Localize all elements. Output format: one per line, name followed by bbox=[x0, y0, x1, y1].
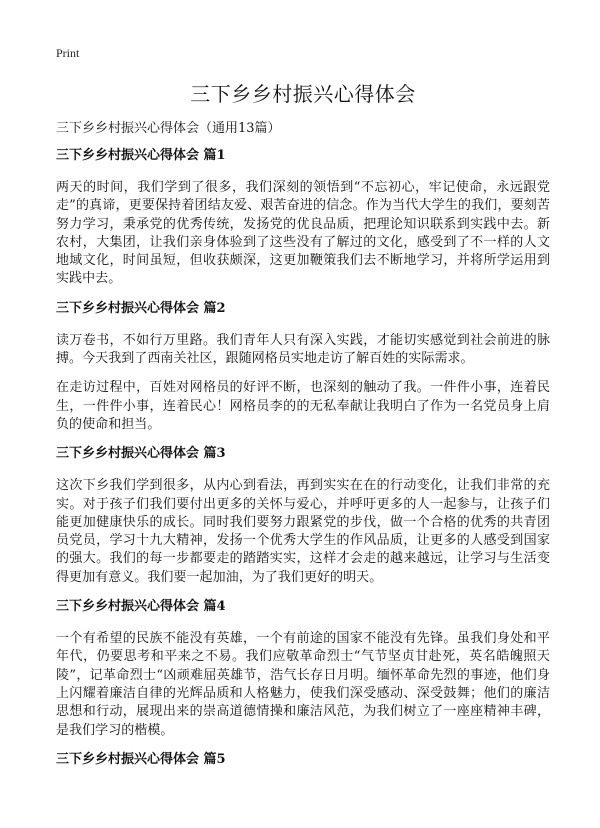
section-4 bbox=[56, 598, 550, 740]
section-paragraph: 读万卷书，不如行万里路。我们青年人只有深入实践，才能切实感觉到社会前进的脉搏。今天我到了西南关社区，跟随网格员实地走访了解百姓的实际需求。 bbox=[56, 332, 550, 367]
section-5 bbox=[56, 751, 550, 769]
section-paragraph: 一个有希望的民族不能没有英雄，一个有前途的国家不能没有先锋。虽我们身处和平年代，仍要思考和平来之不易。我们应敬革命烈士“气节坚贞甘赴死，英名皓魄照天陵”，记革命烈士“凶顽难屈英雄节，浩气长存日月明。缅怀革命先烈的事迹，他们身上闪耀着廉洁自律的光辉品质和人格魅力，使我们深受感动、深受鼓舞；他们的廉洁思想和行动，展现出来的崇高道德情操和廉洁风范，为我们树立了一座座精神丰碑，是我们学习的楷模。 bbox=[56, 631, 550, 738]
section-paragraph: 两天的时间，我们学到了很多，我们深刻的领悟到“不忘初心，牢记使命，永远跟党走”的真谛，更要保持着团结友爱、艰苦奋进的信念。作为当代大学生的我们，要刻苦努力学习，秉承党的优秀传统，发扬党的优良品质，把理论知识联系到实践中去。新农村，大集团，让我们亲身体验到了这些没有了解过的文化，感受到了不一样的人文地域文化，时间虽短，但收获颇深，这更加鞭策我们去不断地学习，并将所学运用到实践中去。 bbox=[56, 180, 550, 287]
document-subtitle: 三下乡乡村振兴心得体会（通用13篇） bbox=[56, 121, 281, 136]
section-heading: 三下乡乡村振兴心得体会 篇1 bbox=[56, 148, 226, 163]
section-paragraph: 这次下乡我们学到很多，从内心到看法，再到实实在在的行动变化，让我们非常的充实。对于孩子们我们要付出更多的关怀与爱心，并呼吁更多的人一起参与，让孩子们能更加健康快乐的成长。同时我们要努力跟紧党的步伐，做一个合格的优秀的共青团员党员，学习十九大精神，发扬一个优秀大学生的作风品质，让更多的人感受到国家的强大。我们的每一步都要走的踏踏实实，这样才会走的越来越远，让学习与生活变得更加有意义。我们要一起加油，为了我们更好的明天。 bbox=[56, 478, 550, 585]
document-title: 三下乡乡村振兴心得体会 bbox=[190, 82, 416, 106]
document-content bbox=[56, 147, 550, 783]
section-heading: 三下乡乡村振兴心得体会 篇3 bbox=[56, 446, 226, 462]
section-heading: 三下乡乡村振兴心得体会 篇4 bbox=[56, 599, 226, 615]
print-link[interactable]: Print bbox=[56, 46, 80, 60]
section-paragraph: 在走访过程中，百姓对网格员的好评不断，也深刻的触动了我。一件件小事，连着民生，一件件小事，连着民心！网格员李的的无私奉献让我明白了作为一名党员身上肩负的使命和担当。 bbox=[56, 380, 550, 432]
section-heading: 三下乡乡村振兴心得体会 篇5 bbox=[56, 751, 226, 767]
section-heading: 三下乡乡村振兴心得体会 篇2 bbox=[56, 300, 226, 316]
section-3 bbox=[56, 445, 550, 587]
section-1 bbox=[56, 147, 550, 289]
section-2 bbox=[56, 300, 550, 434]
